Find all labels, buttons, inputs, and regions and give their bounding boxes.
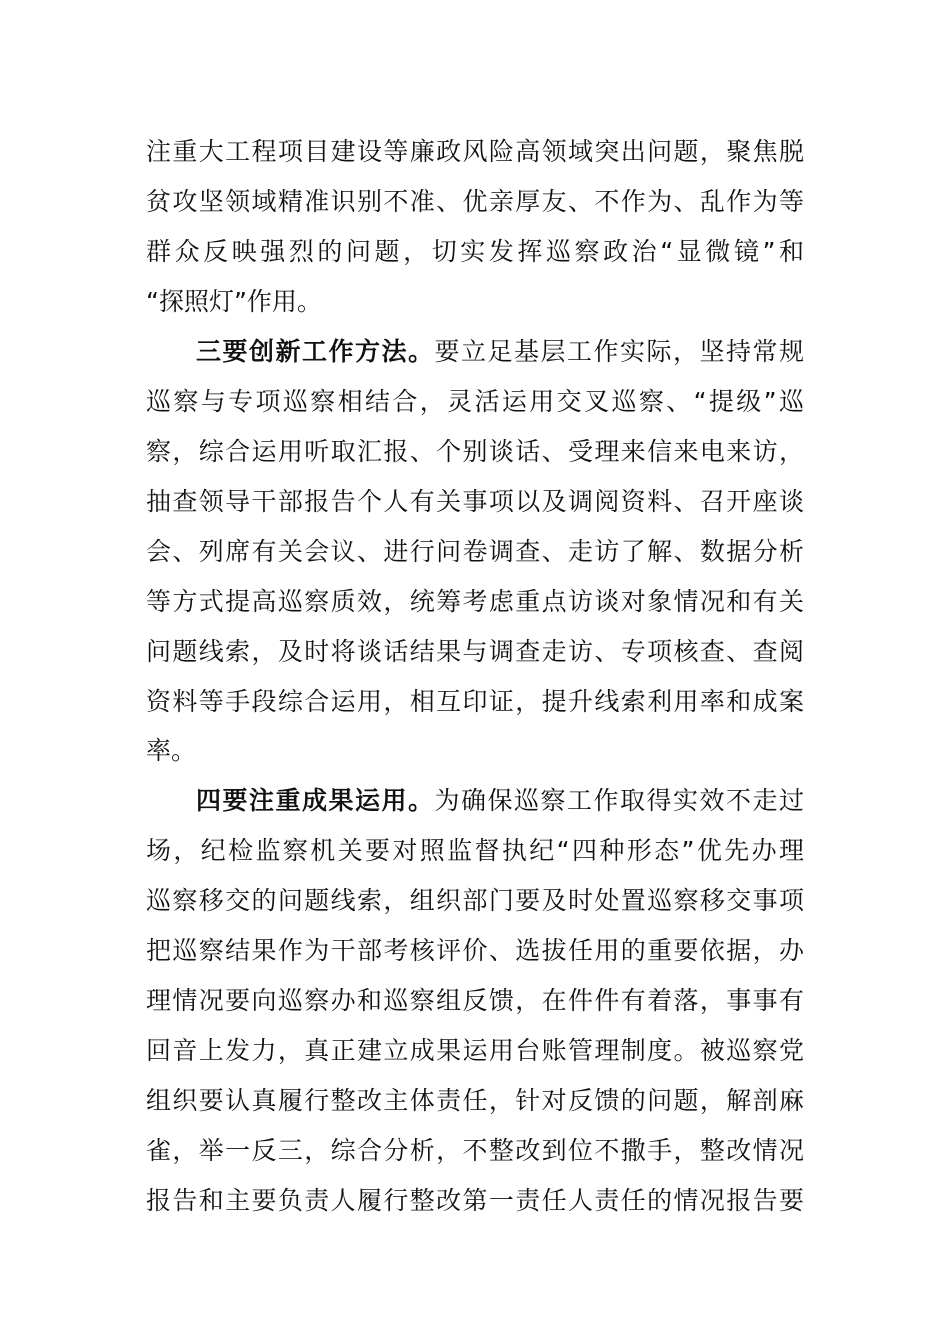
paragraph-1-line-1: 注重大工程项目建设等廉政风险高领域突出问题，聚焦脱 [146, 137, 804, 166]
paragraph-2-line-2: 巡察与专项巡察相结合，灵活运用交叉巡察、“提级”巡 [146, 387, 804, 416]
paragraph-3-heading: 四要注重成果运用。 [196, 786, 435, 815]
paragraph-3-line-3: 巡察移交的问题线索，组织部门要及时处置巡察移交事项 [146, 886, 804, 915]
paragraph-2-line-5: 会、列席有关会议、进行问卷调查、走访了解、数据分析 [146, 537, 804, 566]
paragraph-3-line-5: 理情况要向巡察办和巡察组反馈，在件件有着落，事事有 [146, 986, 804, 1015]
paragraph-3-line-6: 回音上发力，真正建立成果运用台账管理制度。被巡察党 [146, 1036, 804, 1065]
paragraph-2-line-7: 问题线索，及时将谈话结果与调查走访、专项核查、查阅 [146, 637, 804, 666]
paragraph-1-line-3: 群众反映强烈的问题，切实发挥巡察政治“显微镜”和 [146, 237, 804, 266]
paragraph-3-line-8: 雀，举一反三，综合分析，不整改到位不撒手，整改情况 [146, 1136, 804, 1165]
paragraph-3-line-9: 报告和主要负责人履行整改第一责任人责任的情况报告要 [146, 1186, 804, 1215]
paragraph-2-line-8: 资料等手段综合运用，相互印证，提升线索利用率和成案 [146, 687, 804, 716]
paragraph-2-line-3: 察，综合运用听取汇报、个别谈话、受理来信来电来访， [146, 437, 804, 466]
paragraph-2-line-4: 抽查领导干部报告个人有关事项以及调阅资料、召开座谈 [146, 487, 804, 516]
paragraph-3-first-line-text: 为确保巡察工作取得实效不走过 [434, 786, 804, 815]
paragraph-2-line-1 [196, 332, 804, 372]
paragraph-3-line-7: 组织要认真履行整改主体责任，针对反馈的问题，解剖麻 [146, 1086, 804, 1115]
paragraph-3-line-2: 场，纪检监察机关要对照监督执纪“四种形态”优先办理 [146, 836, 804, 865]
paragraph-1-line-2: 贫攻坚领域精准识别不准、优亲厚友、不作为、乱作为等 [146, 187, 804, 216]
paragraph-2-line-6: 等方式提高巡察质效，统筹考虑重点访谈对象情况和有关 [146, 587, 804, 616]
paragraph-3-line-1 [196, 781, 804, 821]
paragraph-2-first-line-text: 要立足基层工作实际，坚持常规 [434, 337, 804, 366]
paragraph-2-heading: 三要创新工作方法。 [196, 337, 435, 366]
paragraph-1-line-4: “探照灯”作用。 [146, 287, 322, 316]
paragraph-3-line-4: 把巡察结果作为干部考核评价、选拔任用的重要依据，办 [146, 936, 804, 965]
paragraph-2-line-9: 率。 [146, 736, 197, 765]
